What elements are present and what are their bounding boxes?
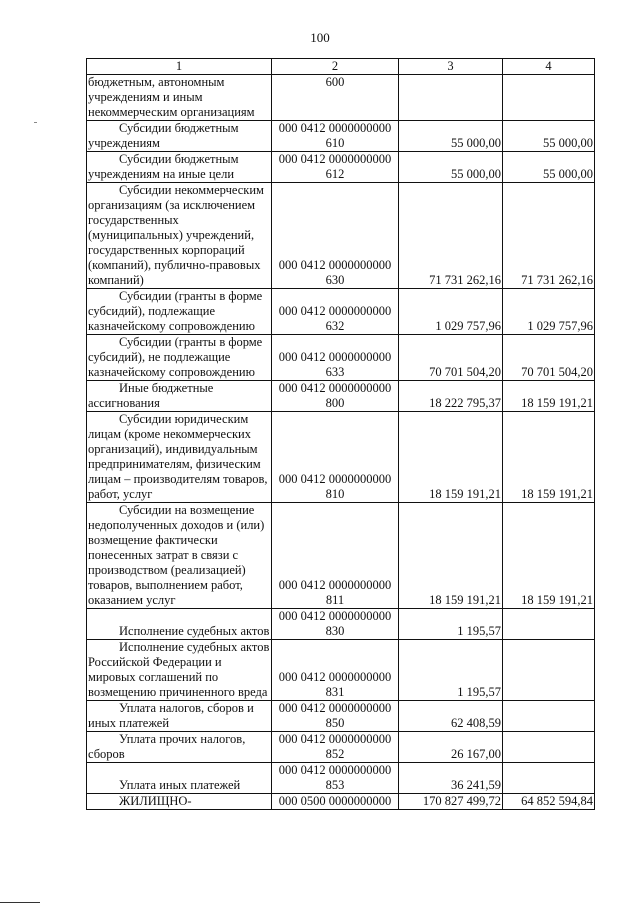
row-code [272, 732, 399, 763]
page-number: 100 [310, 30, 330, 45]
row-code [272, 701, 399, 732]
table-row [87, 763, 595, 794]
row-amount-col3: 55 000,00 [399, 121, 503, 152]
row-name-text: Иные бюджетные ассигнования [88, 381, 214, 410]
row-code-line1: 000 0412 0000000000 [278, 609, 392, 623]
row-name [87, 763, 272, 794]
row-name-text: бюджетным, автономным учреждениям и иным некоммерческим организациям [88, 75, 255, 119]
header-col-1: 1 [87, 59, 272, 75]
table-row [87, 335, 595, 381]
row-name [87, 794, 272, 810]
table-row [87, 381, 595, 412]
row-code-line1: 000 0412 0000000000 [278, 701, 392, 715]
row-code-line1: 000 0412 0000000000 [278, 578, 392, 592]
row-name [87, 701, 272, 732]
row-amount-col3: 71 731 262,16 [399, 183, 503, 289]
row-code-line1: 000 0412 0000000000 [278, 763, 392, 777]
row-amount-col3: 170 827 499,72 [399, 794, 503, 810]
row-amount-col3: 70 701 504,20 [399, 335, 503, 381]
row-code-line2: 633 [325, 365, 345, 379]
table-row [87, 732, 595, 763]
row-code-line1: 000 0412 0000000000 [278, 258, 392, 272]
row-name [87, 335, 272, 381]
table-row [87, 609, 595, 640]
row-code [272, 794, 399, 810]
row-code-line2: 811 [325, 593, 345, 607]
row-code-line1: 000 0412 0000000000 [278, 350, 392, 364]
row-code-line2: 850 [325, 716, 345, 730]
row-name [87, 381, 272, 412]
row-amount-col4 [503, 763, 595, 794]
row-name-text: Субсидии на возмещение недополученных доходов и (или) возмещение фактически понесенных затрат в связи с производством (реализацией) товаров, выполнением работ, оказанием услуг [88, 503, 265, 607]
table-row [87, 794, 595, 810]
header-col-3: 3 [399, 59, 503, 75]
row-name [87, 640, 272, 701]
row-amount-col3: 1 195,57 [399, 609, 503, 640]
table-row [87, 183, 595, 289]
row-amount-col4: 18 159 191,21 [503, 412, 595, 503]
row-amount-col4: 64 852 594,84 [503, 794, 595, 810]
budget-table [86, 58, 595, 810]
row-amount-col4: 55 000,00 [503, 152, 595, 183]
row-name [87, 609, 272, 640]
row-code-line1: 000 0412 0000000000 [278, 472, 392, 486]
row-code-line1: 000 0500 0000000000 [278, 794, 392, 808]
row-code-line1: 000 0412 0000000000 [278, 381, 392, 395]
row-name-text: Уплата иных платежей [119, 778, 241, 792]
row-code [272, 121, 399, 152]
row-code-line2: 612 [325, 167, 345, 181]
row-code-line1: 000 0412 0000000000 [278, 152, 392, 166]
row-name-text: Субсидии (гранты в форме субсидий), не подлежащие казначейскому сопровождению [88, 335, 263, 379]
header-col-4: 4 [503, 59, 595, 75]
table-row [87, 701, 595, 732]
row-amount-col4 [503, 732, 595, 763]
table-row [87, 121, 595, 152]
row-name-text: Исполнение судебных актов Российской Федерации и мировых соглашений по возмещению причиненного вреда [88, 640, 270, 699]
row-code-line2: 610 [325, 136, 345, 150]
scan-mark [0, 902, 40, 903]
row-name-text: Субсидии бюджетным учреждениям на иные цели [88, 152, 239, 181]
row-name [87, 503, 272, 609]
row-code-line1: 000 0412 0000000000 [278, 121, 392, 135]
row-name-text: Субсидии (гранты в форме субсидий), подлежащие казначейскому сопровождению [88, 289, 263, 333]
row-amount-col4: 71 731 262,16 [503, 183, 595, 289]
row-name-text: Исполнение судебных актов [119, 624, 270, 638]
row-amount-col3: 18 159 191,21 [399, 503, 503, 609]
row-amount-col4: 70 701 504,20 [503, 335, 595, 381]
scan-mark [34, 122, 37, 123]
row-code [272, 289, 399, 335]
row-code [272, 75, 399, 121]
row-amount-col3 [399, 75, 503, 121]
row-amount-col4 [503, 609, 595, 640]
row-amount-col3: 55 000,00 [399, 152, 503, 183]
row-name [87, 732, 272, 763]
row-code-line2: 810 [325, 487, 345, 501]
row-code [272, 640, 399, 701]
row-code-line2: 800 [325, 396, 345, 410]
table-row [87, 640, 595, 701]
row-name-text: Субсидии юридическим лицам (кроме некоммерческих организаций), индивидуальным предпринимателям, физическим лицам – производителям товаров, работ, услуг [88, 412, 268, 501]
row-code-line2: 831 [325, 685, 345, 699]
row-name [87, 121, 272, 152]
row-amount-col3: 36 241,59 [399, 763, 503, 794]
row-name [87, 152, 272, 183]
row-name-text: Уплата прочих налогов, сборов [88, 732, 246, 761]
row-name [87, 412, 272, 503]
row-code [272, 335, 399, 381]
row-code [272, 503, 399, 609]
row-code [272, 152, 399, 183]
row-code [272, 609, 399, 640]
row-code [272, 183, 399, 289]
row-code-line1: 000 0412 0000000000 [278, 670, 392, 684]
row-code-line2: 852 [325, 747, 345, 761]
table-row [87, 503, 595, 609]
row-amount-col4: 18 159 191,21 [503, 503, 595, 609]
row-amount-col4 [503, 640, 595, 701]
row-amount-col3: 18 222 795,37 [399, 381, 503, 412]
table-row [87, 289, 595, 335]
row-code [272, 381, 399, 412]
header-col-2: 2 [272, 59, 399, 75]
row-name [87, 183, 272, 289]
row-amount-col4: 1 029 757,96 [503, 289, 595, 335]
row-name-text: Субсидии бюджетным учреждениям [88, 121, 239, 150]
row-amount-col4 [503, 701, 595, 732]
row-code-line1: 600 [325, 75, 345, 89]
row-amount-col3: 1 195,57 [399, 640, 503, 701]
row-amount-col4: 55 000,00 [503, 121, 595, 152]
row-name [87, 289, 272, 335]
row-code-line1: 000 0412 0000000000 [278, 304, 392, 318]
row-code-line1: 000 0412 0000000000 [278, 732, 392, 746]
row-code-line2: 853 [325, 778, 345, 792]
row-code-line2: 830 [325, 624, 345, 638]
row-amount-col3: 62 408,59 [399, 701, 503, 732]
table-body [87, 75, 595, 810]
row-amount-col3: 1 029 757,96 [399, 289, 503, 335]
row-amount-col4: 18 159 191,21 [503, 381, 595, 412]
table-header-row [87, 59, 595, 75]
row-code-line2: 630 [325, 273, 345, 287]
row-amount-col3: 18 159 191,21 [399, 412, 503, 503]
table-row [87, 412, 595, 503]
row-code-line2: 632 [325, 319, 345, 333]
table-row [87, 152, 595, 183]
row-name-text: ЖИЛИЩНО- [119, 794, 192, 808]
row-amount-col3: 26 167,00 [399, 732, 503, 763]
row-code [272, 412, 399, 503]
row-name-text: Субсидии некоммерческим организациям (за исключением государственных (муниципальных) учреждений, государственных корпораций (компаний), публично-правовых компаний) [88, 183, 264, 287]
row-name [87, 75, 272, 121]
row-amount-col4 [503, 75, 595, 121]
row-name-text: Уплата налогов, сборов и иных платежей [88, 701, 254, 730]
table-row [87, 75, 595, 121]
row-code [272, 763, 399, 794]
